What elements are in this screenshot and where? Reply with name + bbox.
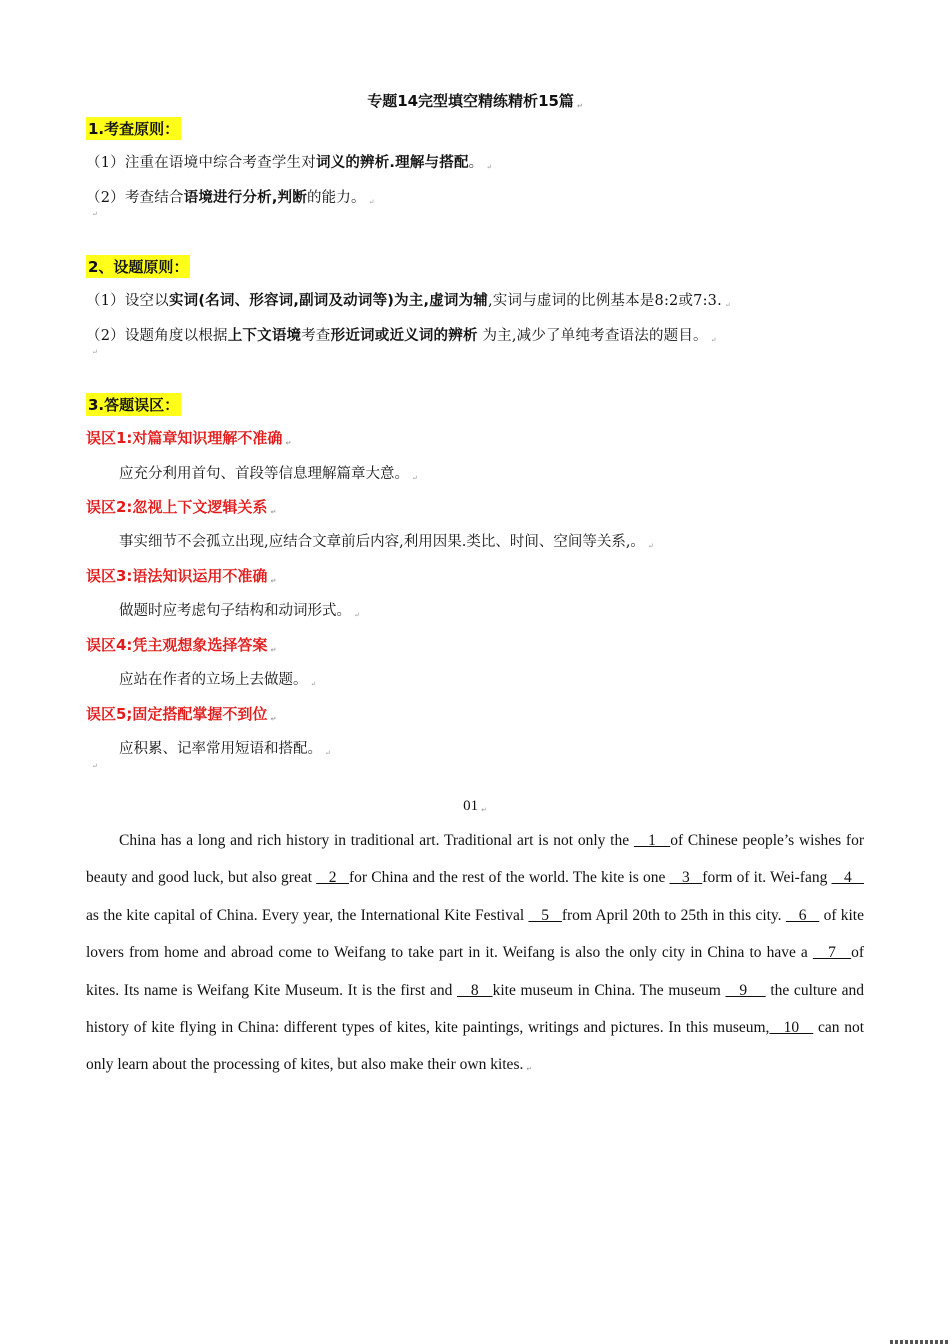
cloze-blank: 9 (725, 981, 766, 999)
misconception-text: 应充分利用首句、首段等信息理解篇章大意。 ↵ (119, 466, 418, 482)
cloze-passage: China has a long and rich history in traditional art. Traditional art is not only the 1 of Chinese people’s wishes for beauty and good luck, but also great 2 for China and the rest of the world. The kite is one 3 form of it. Wei-fang 4 as the kite capital of China. Every year, the International Kite Festival 5 from April 20th to 25th in this city. 6 of kite lovers from home and abroad come to Weifang to take part in it. Weifang is also the only city in China to have a 7 of kites. Its name is Weifang Kite Museum. It is the first and 8 kite museum in China. The museum 9 the culture and history of kite flying in China: different types of kites, kite paintings, writings and pictures. In this museum, 10 can not only learn about the processing of kites, but also make their own kites. ↵ (86, 832, 865, 1074)
cloze-blank: 6 (785, 906, 820, 924)
principle-item: （1）设空以实词(名词、形容词,副词及动词等)为主,虚词为辅,实词与虚词的比例基本是8:2或7:3. ↵ (86, 293, 731, 309)
misconception-text: 应积累、记率常用短语和搭配。 ↵ (119, 741, 331, 757)
paragraph-mark: ↵ (92, 762, 98, 770)
cloze-blank: 2 (316, 869, 349, 887)
misconception-title: 误区2:忽视上下文逻辑关系 ↵ (86, 498, 277, 516)
section-heading-exam-principles: 1.考查原则： (86, 117, 181, 140)
paragraph-mark: ↵ (92, 210, 98, 218)
cloze-blank: 3 (669, 869, 703, 887)
misconception-text: 做题时应考虑句子结构和动词形式。 ↵ (119, 603, 360, 619)
cloze-blank: 10 (769, 1019, 814, 1037)
paragraph-mark: ↵ (92, 348, 98, 356)
section-heading-question-principles: 2、设题原则： (86, 255, 190, 278)
misconception-title: 误区1:对篇章知识理解不准确 ↵ (86, 429, 292, 447)
misconception-text: 应站在作者的立场上去做题。 ↵ (119, 672, 317, 688)
cloze-blank: 7 (812, 944, 852, 962)
misconception-title: 误区3:语法知识运用不准确 ↵ (86, 567, 277, 585)
cloze-blank: 8 (456, 981, 493, 999)
cloze-blank: 4 (831, 869, 864, 887)
principle-item: （1）注重在语境中综合考查学生对词义的辨析.理解与搭配。 ↵ (86, 155, 493, 171)
cloze-blank: 1 (633, 832, 671, 849)
principle-item: （2）设题角度以根据上下文语境考查形近词或近义词的辨析 为主,减少了单纯考查语法的题目。 ↵ (86, 328, 717, 344)
misconception-title: 误区5;固定搭配掌握不到位 ↵ (86, 705, 277, 723)
page-corner-decoration (890, 1340, 950, 1344)
document-title: 专题14完型填空精练精析15篇 ↵ (367, 92, 583, 110)
cloze-blank: 5 (528, 906, 562, 924)
misconception-text: 事实细节不会孤立出现,应结合文章前后内容,利用因果.类比、时间、空间等关系,。 ↵ (119, 534, 654, 550)
passage-number: 01 ↵ (463, 798, 487, 814)
misconception-title: 误区4:凭主观想象选择答案 ↵ (86, 636, 277, 654)
section-heading-misconceptions: 3.答题误区： (86, 393, 181, 416)
principle-item: （2）考查结合语境进行分析,判断的能力。 ↵ (86, 190, 375, 206)
